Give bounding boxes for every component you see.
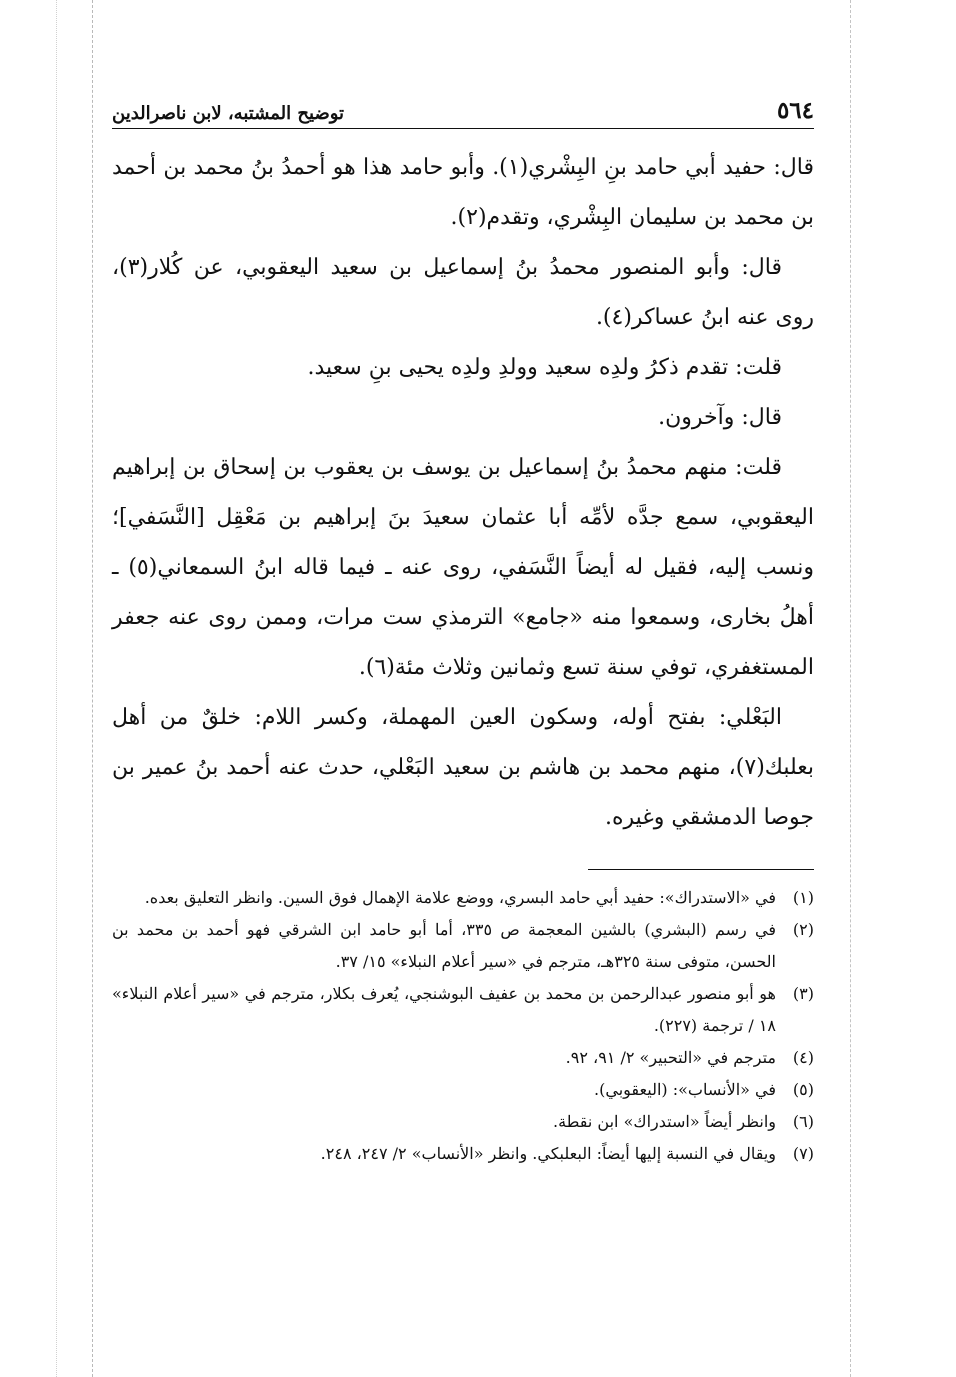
paragraph: البَعْلي: بفتح أوله، وسكون العين المهملة، وكسر اللام: خلقٌ من أهل بعلبك(٧)، منهم محمد بن هاشم بن سعيد البَعْلي، حدث عنه أحمد بنُ عمير بن جوصا الدمشقي وغيره. [112,705,814,830]
footnote-number: (٦) [792,1112,814,1131]
paragraph: قلت: منهم محمدُ بنُ إسماعيل بن يوسف بن يعقوب بن إسحاق بن إبراهيم اليعقوبي، سمع جدَّه لأمِّه أبا عثمان سعيدَ بنَ إبراهيم بن مَعْقِل [النَّسَفي]؛ ونسب إليه، فقيل له أيضاً النَّسَفي، روى عنه ـ فيما قاله ابنُ السمعاني(٥) ـ أهلُ بخارى، وسمعوا منه «جامع» الترمذي ست مرات، وممن روى عنه جعفر المستغفري، توفي سنة تسع وثمانين وثلاث مئة(٦). [112,455,814,680]
footnote-text: هو أبو منصور عبدالرحمن بن محمد بن عفيف البوشنجي، يُعرف بكلار، مترجم في «سير أعلام النبلاء» ١٨ / ترجمة (٢٢٧). [112,984,776,1035]
paragraph: قال: وآخرون. [658,405,782,430]
footnote-text: في «الاستدراك»: حفيد أبي حامد البسري، ووضع علامة الإهمال فوق السين. وانظر التعليق بعده. [144,888,776,907]
scan-edge-line [92,0,93,1377]
running-title: توضيح المشتبه، لابن ناصرالدين [112,103,345,124]
footnote-text: وانظر أيضاً «استدراك» ابن نقطة. [553,1112,776,1131]
footnote-rule [588,869,814,870]
footnote-number: (٥) [792,1080,814,1099]
footnote-number: (١) [792,888,814,907]
page-number: ٥٦٤ [776,97,814,124]
footnote [112,1106,814,1138]
footnote-text: ويقال في النسبة إليها أيضاً: البعلبكي. وانظر «الأنساب» ٢/ ٢٤٧، ٢٤٨. [320,1144,776,1163]
footnote [112,978,814,1042]
footnote-number: (٣) [792,984,814,1003]
page-header [112,84,814,124]
header-rule [112,128,814,129]
footnote [112,1074,814,1106]
book-page [112,84,814,1170]
footnote-text: مترجم في «التحبير» ٢/ ٩١، ٩٢. [565,1048,776,1067]
footnote-number: (٤) [792,1048,814,1067]
footnote-number: (٢) [792,920,814,939]
footnote-text: في رسم (البشري) بالشين المعجمة ص ٣٣٥، أما أبو حامد ابن الشرقي فهو أحمد بن محمد بن الحسن، متوفى سنة ٣٢٥هـ، مترجم في «سير أعلام النبلاء» ١٥/ ٣٧. [112,920,777,971]
scan-edge-line [850,0,851,1377]
footnote [112,882,814,914]
paragraph: قال: وأبو المنصور محمدُ بنُ إسماعيل بن سعيد اليعقوبي، عن كُلار(٣)، روى عنه ابنُ عساكر(٤). [112,255,814,330]
footnote-number: (٧) [792,1144,814,1163]
footnote [112,1042,814,1074]
footnote [112,914,814,978]
footnote [112,1138,814,1170]
paragraph: قال: حفيد أبي حامد بنِ البِشْري(١). وأبو حامد هذا هو أحمدُ بنُ محمد بن أحمد بن محمد بن سليمان البِشْري، وتقدم(٢). [112,155,814,230]
main-text [112,143,814,843]
footnote-text: في «الأنساب»: (اليعقوبي). [594,1080,776,1099]
scan-edge-line [56,0,57,1377]
paragraph: قلت: تقدم ذكرُ ولدِه سعيد وولدِ ولدِه يحيى بنِ سعيد. [307,355,782,380]
footnotes [112,882,814,1170]
